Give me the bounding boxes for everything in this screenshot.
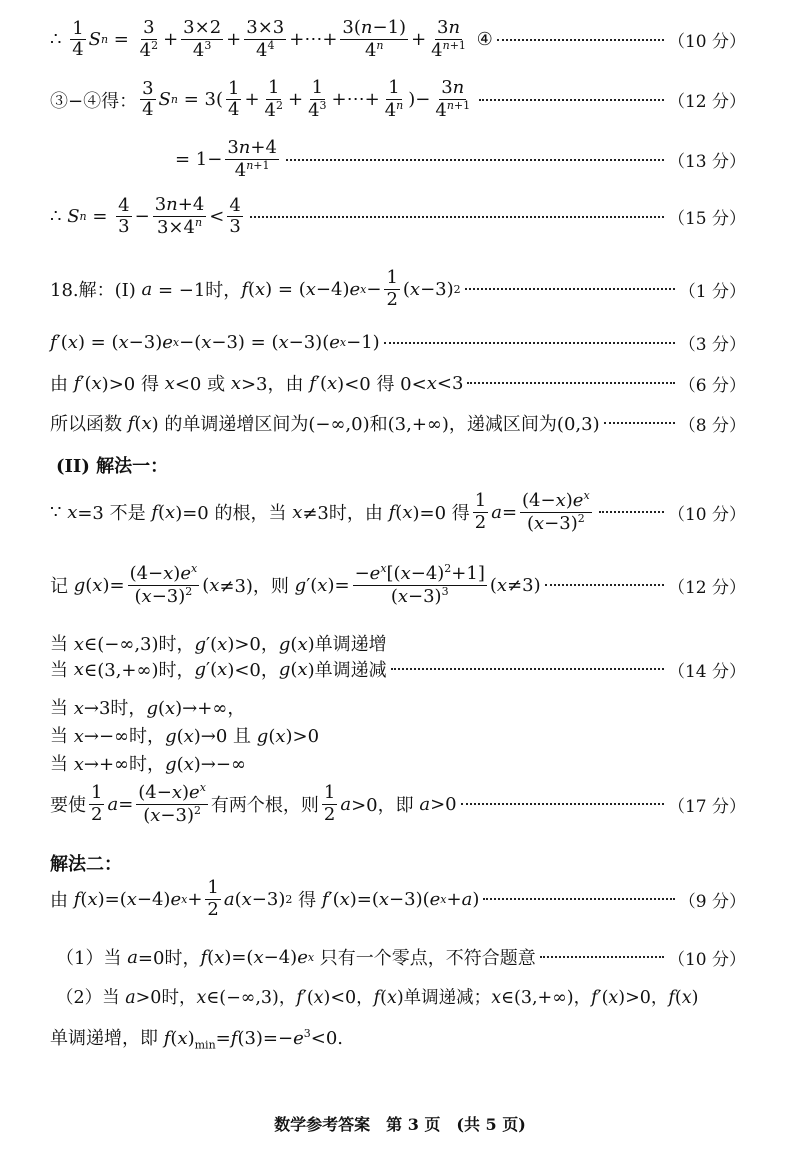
- leader-dots: [483, 898, 674, 900]
- score: （10 分）: [667, 504, 746, 525]
- score: （10 分）: [667, 949, 746, 970]
- score: （15 分）: [667, 209, 746, 230]
- line-10pts-c: [56, 944, 746, 970]
- math-expression: 18.解：(I) a = −1时， f ( x ) = ( x −4) e x − $\frac{1}{2}$ ( x −3) 2: [50, 267, 461, 310]
- line-1pt: [50, 268, 746, 310]
- math-expression: 当 x∈(−∞,3)时，g′(x)>0，g(x)单调递增: [50, 634, 387, 655]
- math-expression: ∴ $\frac{1}{4}$ S n = $\frac{3}{4^2}$ + $\frac{3\times 2}{4^3}$ + $\frac{3\times 3}{4^4}$ +⋯+ $\frac{3(n-1)}{4^n}$ + $\frac{3n}{4^{n+1}}$ ④: [50, 17, 493, 61]
- line-17pts: [50, 782, 746, 826]
- line-8pts: [50, 410, 746, 436]
- line-13pts: [175, 138, 746, 181]
- line-6pts: [50, 370, 746, 396]
- line-10pts: [50, 18, 746, 61]
- line-14pts: [50, 656, 746, 682]
- leader-dots: [465, 288, 675, 290]
- score: （3 分）: [678, 335, 746, 355]
- math-expression: ∴ S n = $\frac{4}{3}$ − $\frac{3n+4}{3\times 4^n}$ < $\frac{4}{3}$: [50, 194, 241, 238]
- leader-dots: [391, 668, 664, 670]
- leader-dots: [250, 216, 664, 218]
- leader-dots: [384, 342, 675, 344]
- math-expression: 当 x→−∞时，g(x)→0 且 g(x)>0: [50, 726, 320, 747]
- line-9pts: [50, 878, 746, 920]
- page-footer: 数学参考答案 第 3 页 (共 5 页): [274, 1115, 526, 1134]
- math-expression: 当 x ∈(3,+∞)时， g ′( x )<0， g ( x )单调递减: [50, 658, 387, 681]
- leader-dots: [286, 159, 664, 161]
- section-heading: (II) 解法一：: [56, 456, 169, 477]
- math-expression: 当 x→3时，g(x)→+∞，: [50, 698, 246, 719]
- score: （12 分）: [667, 577, 746, 598]
- line-3pts: [50, 330, 746, 355]
- leader-dots: [599, 511, 664, 513]
- score: （12 分）: [667, 92, 746, 113]
- math-expression: 要使 $\frac{1}{2}$ a = $\frac{(4-x)e^x}{(x-3)^2}$ 有两个根，则 $\frac{1}{2}$ a >0，即 a >0: [50, 781, 457, 826]
- math-expression: ③−④得： $\frac{3}{4}$ S n = 3( $\frac{1}{4}$ + $\frac{1}{4^2}$ + $\frac{1}{4^3}$ +⋯+ $\frac{1}{4^n}$ )− $\frac{3n}{4^{n+1}}$: [50, 77, 471, 121]
- math-expression: ∵ x =3 不是 f ( x )=0 的根，当 x ≠3时，由 f ( x )=0 得 $\frac{1}{2}$ a = $\frac{(4-x)e^x}{(x-3)^2}$: [50, 489, 590, 534]
- score: （17 分）: [667, 796, 746, 817]
- score: （13 分）: [667, 152, 746, 173]
- leader-dots: [479, 99, 664, 101]
- math-expression: f ′( x ) = ( x −3) e x −( x −3) = ( x −3)( e x −1): [50, 332, 380, 353]
- math-expression: 记 g ( x )= $\frac{(4-x)e^x}{(x-3)^2}$ ( x ≠3)，则 g ′( x )= $\frac{-e^x[(x-4)^2+1]}{(x-3)^3}$ ( x ≠3): [50, 562, 541, 607]
- score: （10 分）: [667, 32, 746, 53]
- math-expression: 当 x→+∞时，g(x)→−∞: [50, 754, 246, 775]
- score: （6 分）: [678, 375, 746, 396]
- leader-dots: [540, 956, 664, 958]
- math-expression: 单调递增，即 $f(x)_{min}=f(3)=-e^3<0$.: [50, 1027, 344, 1052]
- leader-dots: [497, 39, 664, 41]
- line-12pts: [50, 78, 746, 121]
- line-15pts: [50, 195, 746, 238]
- math-expression: 由 f ( x )=( x −4) e x + $\frac{1}{2}$ a ( x −3) 2 得 f ′( x )=( x −3)( e x + a ): [50, 877, 480, 920]
- score: （14 分）: [667, 661, 746, 682]
- leader-dots: [467, 382, 674, 384]
- math-expression: = 1− $\frac{3n+4}{4^{n+1}}$: [175, 137, 277, 181]
- section-heading: 解法二：: [50, 854, 122, 875]
- leader-dots: [545, 584, 664, 586]
- line-12pts-b: [50, 563, 746, 607]
- math-expression: （2）当 a>0时，x∈(−∞,3)，f′(x)<0，f(x)单调递减；x∈(3,+∞)，f′(x)>0，f(x): [56, 988, 699, 1008]
- math-expression: （1）当 a =0时， f ( x )=( x −4) e x 只有一个零点，不符合题意: [56, 946, 536, 969]
- score: （8 分）: [678, 415, 746, 436]
- leader-dots: [604, 422, 675, 424]
- score: （1 分）: [678, 281, 746, 302]
- leader-dots: [461, 803, 664, 805]
- math-expression: 所以函数 f ( x ) 的单调递增区间为(−∞,0)和(3,+∞)，递减区间为(0,3): [50, 412, 600, 435]
- score: （9 分）: [678, 891, 746, 912]
- math-expression: 由 f ′( x )>0 得 x <0 或 x >3，由 f ′( x )<0 得 0< x <3: [50, 372, 464, 395]
- line-10pts-b: [50, 490, 746, 534]
